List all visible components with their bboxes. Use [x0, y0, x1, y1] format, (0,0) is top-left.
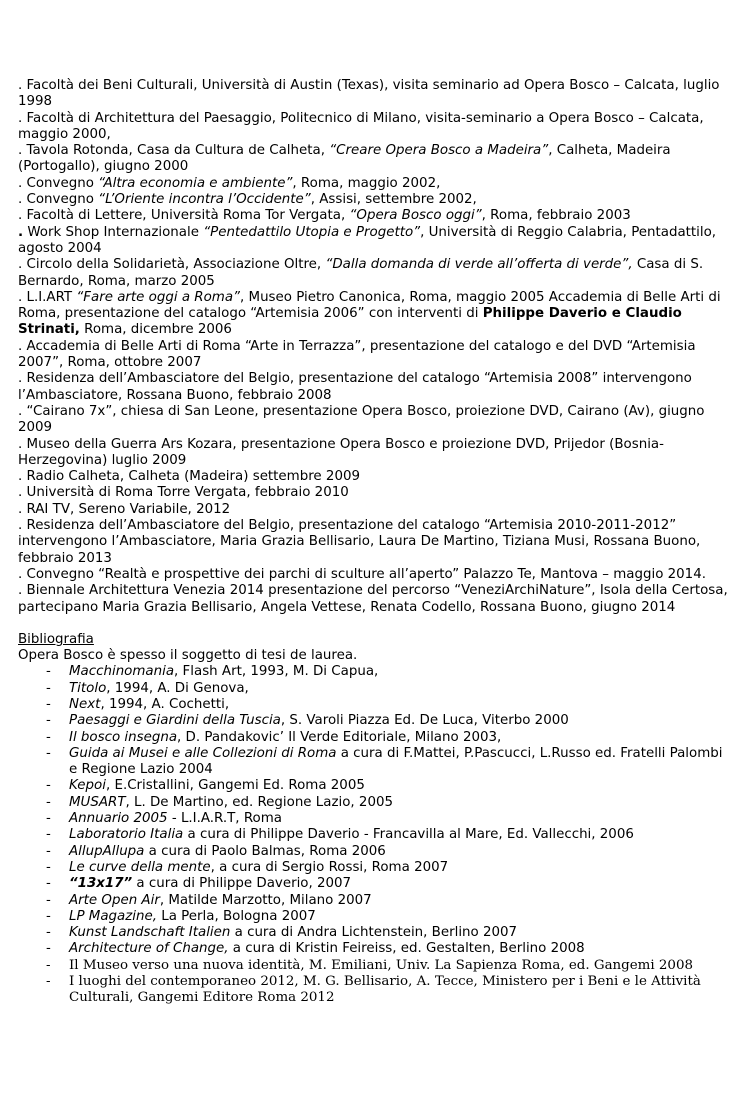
bibliography-item — [18, 925, 733, 941]
bibliography-item — [18, 893, 733, 909]
text-run: Work Shop Internazionale — [23, 224, 204, 240]
event-entry — [18, 583, 733, 616]
text-run: Laboratorio Italia — [69, 827, 184, 843]
bibliography-item — [18, 681, 733, 697]
bibliography-item — [18, 697, 733, 713]
text-run: . Facoltà di Architettura del Paesaggio, Politecnico di Milano, visita-seminario a Opera Bosco – Calcata, maggio 2000, — [18, 110, 704, 142]
text-run: La Perla, Bologna 2007 — [157, 908, 316, 924]
text-run: , Matilde Marzotto, Milano 2007 — [159, 892, 372, 908]
list-dash: - — [46, 729, 51, 745]
text-run: Kunst Landschaft Italien — [69, 925, 231, 941]
list-dash: - — [46, 696, 51, 712]
text-run: . Convegno — [18, 192, 99, 208]
list-dash: - — [46, 941, 51, 957]
text-run: a cura di Philippe Daverio - Francavilla al Mare, Ed. Vallecchi, 2006 — [183, 827, 634, 843]
text-run: . Facoltà di Lettere, Università Roma Tor Vergata, — [18, 208, 350, 224]
event-entry — [18, 143, 733, 176]
text-run: a cura di F.Mattei, P.Pascucci, L.Russo ed. Fratelli Palombi e Regione Lazio 2004 — [69, 745, 723, 778]
text-run: . Convegno “Realtà e prospettive dei parchi di sculture all’aperto” Palazzo Te, Mantova – maggio 2014. — [18, 566, 706, 582]
text-run: , 1994, A. Cochetti, — [100, 696, 230, 712]
event-entry — [18, 192, 733, 208]
text-run: a cura di Kristin Feireiss, ed. Gestalten, Berlino 2008 — [228, 941, 585, 957]
text-run: , Calheta, Madeira (Portogallo), giugno 2000 — [18, 143, 671, 175]
text-run: “Altra economia e ambiente” — [98, 175, 293, 191]
text-run: Il bosco insegna — [69, 729, 178, 745]
text-run: . RAI TV, Sereno Variabile, 2012 — [18, 501, 231, 517]
event-entry — [18, 176, 733, 192]
bibliography-item — [18, 713, 733, 729]
bibliography-item — [18, 876, 733, 892]
text-run: Le curve della mente — [69, 859, 211, 875]
bibliography-item — [18, 958, 733, 974]
text-run: , D. Pandakovic’ Il Verde Editoriale, Milano 2003, — [177, 729, 502, 745]
list-dash: - — [46, 925, 51, 941]
event-entry — [18, 502, 733, 518]
text-run: . Tavola Rotonda, Casa da Cultura de Calheta, — [18, 143, 330, 159]
text-run: . Residenza dell’Ambasciatore del Belgio, presentazione del catalogo “Artemisia 2010-2011-2012” intervengono l’Ambasciatore, Maria Grazia Bellisario, Laura De Martino, Tiziana Musi, Rossana Buono, febbraio 2013 — [18, 518, 701, 566]
text-run: , 1994, A. Di Genova, — [106, 680, 249, 696]
text-run: I luoghi del contemporaneo 2012, M. G. Bellisario, A. Tecce, Ministero per i Beni e le Attività Culturali, Gangemi Editore Roma 2012 — [69, 974, 701, 1006]
text-run: . Convegno — [18, 175, 99, 191]
list-dash: - — [46, 843, 51, 859]
bibliography-item — [18, 730, 733, 746]
bibliography-item — [18, 860, 733, 876]
bibliography-item — [18, 664, 733, 680]
text-run: . Facoltà dei Beni Culturali, Università di Austin (Texas), visita seminario ad Opera Bosco – Calcata, luglio 1998 — [18, 78, 720, 110]
event-entry — [18, 257, 733, 290]
bibliography-item — [18, 778, 733, 794]
text-run: “L’Oriente incontra l’Occidente” — [98, 192, 311, 208]
text-run: . — [18, 224, 24, 240]
bibliography-item — [18, 746, 733, 779]
text-run: “13x17” — [69, 876, 133, 892]
list-dash: - — [46, 664, 51, 680]
list-dash: - — [46, 892, 51, 908]
bibliography-item — [18, 811, 733, 827]
list-dash: - — [46, 859, 51, 875]
text-run: . Museo della Guerra Ars Kozara, presentazione Opera Bosco e proiezione DVD, Prijedor (Bosnia-Herzegovina) luglio 2009 — [18, 436, 664, 468]
text-run: , E.Cristallini, Gangemi Ed. Roma 2005 — [105, 778, 365, 794]
text-run: . Università di Roma Torre Vergata, febbraio 2010 — [18, 485, 349, 501]
text-run: AllupAllupa — [69, 843, 145, 859]
document-body — [18, 78, 733, 1007]
event-entry — [18, 404, 733, 437]
text-run: . Accademia di Belle Arti di Roma “Arte in Terrazza”, presentazione del catalogo e del DVD “Artemisia 2007”, Roma, ottobre 2007 — [18, 338, 696, 371]
bibliography-item — [18, 827, 733, 843]
text-run: Kepoi — [69, 778, 106, 794]
bibliography-item — [18, 795, 733, 811]
text-run: , Roma, febbraio 2003 — [481, 208, 631, 224]
text-run: Architecture of Change, — [69, 941, 229, 957]
text-run: Titolo — [69, 680, 107, 696]
text-run: , a cura di Sergio Rossi, Roma 2007 — [210, 859, 449, 875]
list-dash: - — [46, 713, 51, 729]
event-entry — [18, 437, 733, 470]
text-run: , Flash Art, 1993, M. Di Capua, — [174, 664, 379, 680]
list-dash: - — [46, 745, 51, 761]
text-run: Macchinomania — [69, 664, 175, 680]
text-run: a cura di Andra Lichtenstein, Berlino 2007 — [230, 925, 518, 941]
bibliography-title: Bibliografia — [18, 631, 94, 647]
text-run: - L.I.A.R.T, Roma — [167, 811, 282, 827]
text-run: Philippe Daverio e Claudio Strinati, — [18, 306, 682, 338]
bibliography-item — [18, 909, 733, 925]
text-run: Next — [69, 696, 101, 712]
bibliography-item — [18, 941, 733, 957]
event-entry — [18, 485, 733, 501]
text-run: Paesaggi e Giardini della Tuscia — [69, 713, 281, 729]
text-run: Annuario 2005 — [69, 811, 168, 827]
text-run: . Residenza dell’Ambasciatore del Belgio, presentazione del catalogo “Artemisia 2008” intervengono l’Ambasciatore, Rossana Buono, febbraio 2008 — [18, 371, 692, 403]
list-dash: - — [46, 957, 51, 973]
event-entry — [18, 567, 733, 583]
text-run: a cura di Philippe Daverio, 2007 — [132, 876, 352, 892]
list-dash: - — [46, 876, 51, 892]
text-run: LP Magazine, — [69, 908, 157, 924]
list-dash: - — [46, 794, 51, 810]
text-run: . Biennale Architettura Venezia 2014 presentazione del percorso “VeneziArchiNature”, Isola della Certosa, partecipano Maria Grazia Bellisario, Angela Vettese, Renata Codello, Rossana Buono, giugno 2014 — [18, 583, 728, 615]
bibliography-intro: Opera Bosco è spesso il soggetto di tesi de laurea. — [18, 648, 358, 664]
text-run: Casa di S. Bernardo, Roma, marzo 2005 — [18, 257, 704, 289]
text-run: “Dalla domanda di verde all’offerta di verde”, — [325, 257, 633, 273]
list-dash: - — [46, 811, 51, 827]
event-entry — [18, 339, 733, 372]
text-run: , Museo Pietro Canonica, Roma, maggio 2005 Accademia di Belle Arti di Roma, presentazione del catalogo “Artemisia 2006” con interventi di — [18, 289, 721, 322]
bibliography-item — [18, 844, 733, 860]
text-run: Il Museo verso una nuova identità, M. Emiliani, Univ. La Sapienza Roma, ed. Gangemi 2008 — [69, 957, 693, 973]
text-run: . Circolo della Solidarietà, Associazione Oltre, — [18, 257, 326, 273]
bibliography-list — [18, 664, 733, 1006]
text-run: , L. De Martino, ed. Regione Lazio, 2005 — [125, 794, 394, 810]
event-entry — [18, 111, 733, 144]
text-run: . “Cairano 7x”, chiesa di San Leone, presentazione Opera Bosco, proiezione DVD, Cairano (Av), giugno 2009 — [18, 403, 705, 436]
text-run: Arte Open Air — [69, 892, 160, 908]
text-run: “Pentedattilo Utopia e Progetto” — [203, 224, 421, 240]
bibliography-item — [18, 974, 733, 1007]
event-entry — [18, 78, 733, 111]
event-entry — [18, 469, 733, 485]
event-entry — [18, 225, 733, 258]
event-entry — [18, 371, 733, 404]
text-run: “Opera Bosco oggi” — [349, 208, 482, 224]
event-entry — [18, 518, 733, 567]
text-run: Guida ai Musei e alle Collezioni di Roma — [69, 745, 337, 761]
text-run: , Assisi, settembre 2002, — [310, 192, 477, 208]
text-run: Roma, dicembre 2006 — [79, 322, 232, 338]
list-dash: - — [46, 778, 51, 794]
text-run: “Fare arte oggi a Roma” — [76, 289, 240, 305]
list-dash: - — [46, 827, 51, 843]
text-run: , S. Varoli Piazza Ed. De Luca, Viterbo 2000 — [280, 713, 569, 729]
events-list — [18, 78, 733, 616]
text-run: , Università di Reggio Calabria, Pentadattilo, agosto 2004 — [18, 224, 717, 256]
text-run: a cura di Paolo Balmas, Roma 2006 — [144, 843, 386, 859]
text-run: . L.I.ART — [18, 289, 77, 305]
list-dash: - — [46, 974, 51, 990]
text-run: . Radio Calheta, Calheta (Madeira) settembre 2009 — [18, 469, 360, 485]
event-entry — [18, 208, 733, 224]
event-entry — [18, 290, 733, 339]
text-run: , Roma, maggio 2002, — [292, 175, 441, 191]
list-dash: - — [46, 908, 51, 924]
text-run: MUSART — [69, 794, 126, 810]
text-run: “Creare Opera Bosco a Madeira” — [329, 143, 549, 159]
list-dash: - — [46, 680, 51, 696]
